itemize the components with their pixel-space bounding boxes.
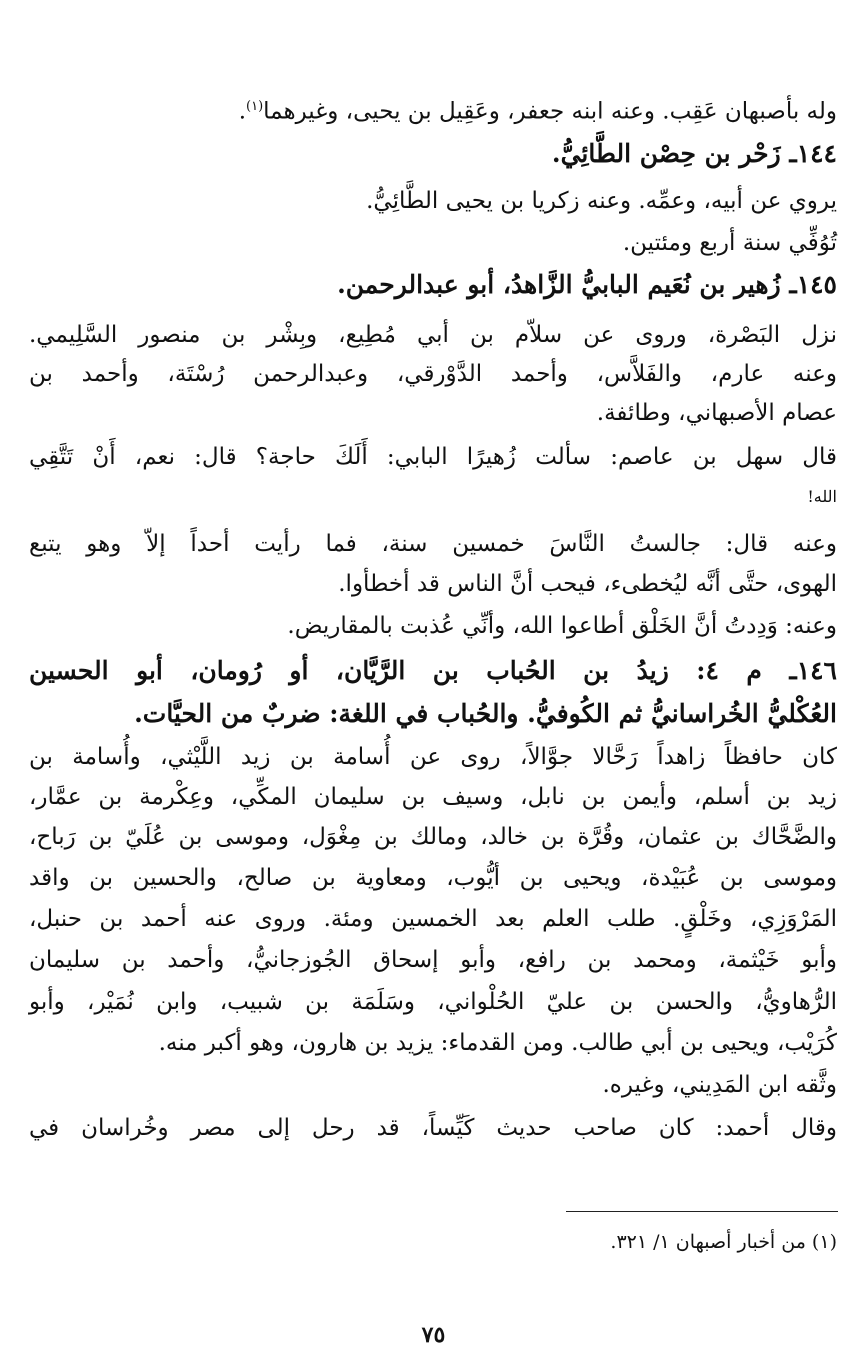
text-line-19: وموسى بن عُبَيْدة، ويحيى بن أيُّوب، ومعاوية بن صالح، والحسين بن واقد <box>29 865 837 891</box>
text-line-9: قال سهل بن عاصم: سألت زُهيرًا البابي: أَلَكَ حاجة؟ قال: نعم، أَنْ تَتَّقِي <box>29 444 837 470</box>
text-line-6: نزل البَصْرة، وروى عن سلاّم بن أبي مُطِيع، وبِشْر بن منصور السَّلِيمي. <box>29 322 837 348</box>
footnote-divider <box>566 1211 838 1212</box>
text-line-23: كُرَيْب، ويحيى بن أبي طالب. ومن القدماء: يزيد بن هارون، وهو أكبر منه. <box>158 1030 837 1056</box>
text-line-3: يروي عن أبيه، وعمِّه. وعنه زكريا بن يحيى الطَّائِيُّ. <box>366 188 837 214</box>
text-line-7: وعنه عارم، والفَلاَّس، وأحمد الدَّوْرقي، وعبدالرحمن رُسْتَة، وأحمد بن <box>29 361 837 387</box>
line-1-end: . <box>238 98 247 125</box>
text-line-12: الهوى، حتَّى أنَّه ليُخطىء، فيحب أنَّ الناس قد أخطأوا. <box>338 571 837 597</box>
entry-146-heading-cont: العُكْليُّ الخُراسانيُّ ثم الكُوفيُّ. والحُباب في اللغة: ضربٌ من الحيَّات. <box>134 699 837 728</box>
text-line-20: المَرْوَزِي، وخَلْقٍ. طلب العلم بعد الخمسين ومئة. وروى عنه أحمد بن حنبل، <box>29 906 837 932</box>
text-line-22: الرُّهاويُّ، والحسن بن عليّ الحُلْواني، وسَلَمَة بن شبيب، وابن نُمَيْر، وأبو <box>29 989 837 1015</box>
footnote-marker: (١) <box>246 99 264 114</box>
text-line-18: والضَّحَّاك بن عثمان، وقُرَّة بن خالد، ومالك بن مِغْوَل، وموسى بن عُلَيّ بن رَباح، <box>29 824 837 850</box>
text-line-4: تُوُفِّي سنة أربع ومئتين. <box>622 230 837 256</box>
text-line-11: وعنه قال: جالستُ النَّاسَ خمسين سنة، فما رأيت أحداً إلاّ وهو يتبع <box>29 531 837 557</box>
page-number: ٧٥ <box>421 1322 446 1348</box>
text-line-13: وعنه: وَدِدتُ أنَّ الخَلْق أطاعوا الله، وأنِّي عُذبت بالمقاريض. <box>287 613 837 639</box>
text-line-21: وأبو خَيْثمة، ومحمد بن رافع، وأبو إسحاق الجُوزجانيُّ، وأحمد بن سليمان <box>29 947 837 973</box>
text-line-17: زيد بن أسلم، وأيمن بن نابل، وسيف بن سليمان المكِّي، وعِكْرمة بن عمَّار، <box>29 784 837 810</box>
footnote-text: (١) من أخبار أصبهان ١/ ٣٢١. <box>610 1231 837 1253</box>
text-line-10: الله! <box>807 487 837 506</box>
entry-144-heading: ١٤٤ـ زَحْر بن حِصْن الطَّائِيُّ. <box>551 139 837 168</box>
entry-146-heading: ١٤٦ـ م ٤: زيدُ بن الحُباب بن الرَّيَّان، أو رُومان، أبو الحسين <box>29 656 837 685</box>
line-1-text: وله بأصبهان عَقِب. وعنه ابنه جعفر، وعَقِيل بن يحيى، وغيرهما <box>263 98 837 125</box>
text-line-16: كان حافظاً زاهداً رَحَّالا جوَّالاً، روى عن أُسامة بن زيد اللَّيْثي، وأُسامة بن <box>29 744 837 770</box>
text-line-24: وثَّقه ابن المَدِيني، وغيره. <box>602 1072 837 1098</box>
text-line-25: وقال أحمد: كان صاحب حديث كَيِّساً، قد رحل إلى مصر وخُراسان في <box>29 1115 837 1141</box>
text-line-1 <box>239 90 837 129</box>
entry-145-heading: ١٤٥ـ زُهير بن نُعَيم البابيُّ الزَّاهدُ، أبو عبدالرحمن. <box>337 270 837 299</box>
text-line-8: عصام الأصبهاني، وطائفة. <box>596 400 837 426</box>
